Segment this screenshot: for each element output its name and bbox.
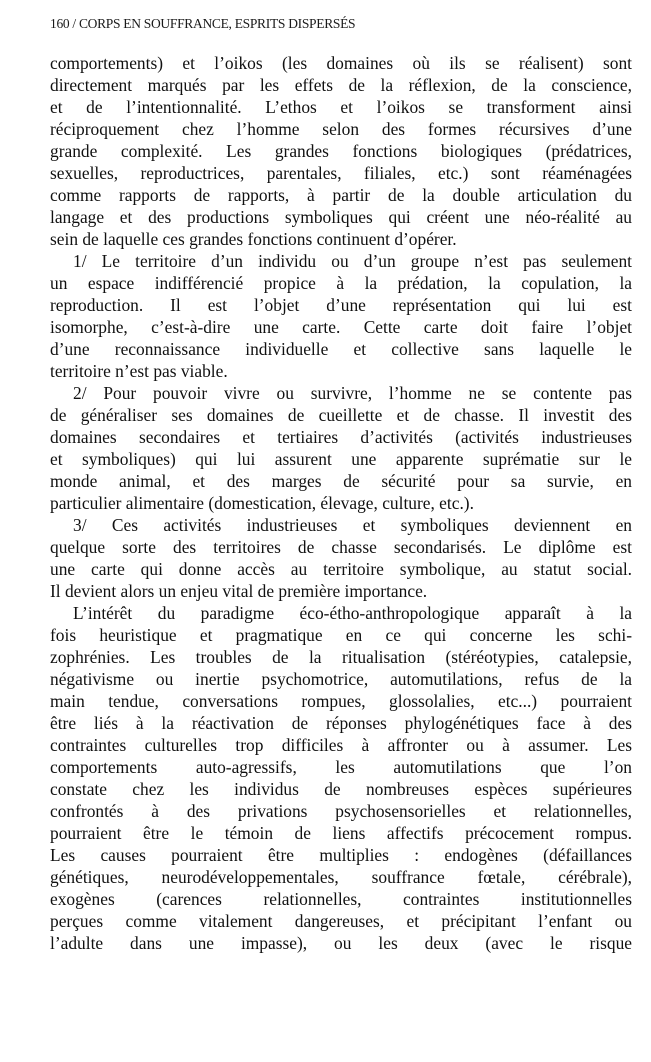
text-line: et de l’intentionnalité. L’ethos et l’oikos se transforment ainsi [50,97,632,117]
text-line: comme rapports de rapports, à partir de la double articulation du [50,185,632,205]
text-line: isomorphe, c’est-à-dire une carte. Cette carte doit faire l’objet [50,317,632,337]
text-line: comportements) et l’oikos (les domaines où ils se réalisent) sont [50,53,632,73]
text-line: contraintes culturelles trop difficiles à affronter ou à assumer. Les [50,735,632,755]
text-line: reproduction. Il est l’objet d’une représentation qui lui est [50,295,632,315]
text-line: 1/ Le territoire d’un individu ou d’un groupe n’est pas seulement [73,251,632,271]
running-head: 160 / CORPS EN SOUFFRANCE, ESPRITS DISPERSÉS [50,16,356,31]
text-line: 3/ Ces activités industrieuses et symboliques deviennent en [73,515,632,535]
paragraph [50,514,632,602]
text-line: confrontés à des privations psychosensorielles et relationnelles, [50,801,632,821]
text-line: pourraient être le témoin de liens affectifs précocement rompus. [50,823,632,843]
text-line: L’intérêt du paradigme éco-étho-anthropologique apparaît à la [73,603,632,623]
paragraph [50,250,632,382]
text-line: comportements auto-agressifs, les automutilations que l’on [50,757,632,777]
text-line: et symboliques) qui lui assurent une apparente suprématie sur le [50,449,632,469]
text-line: exogènes (carences relationnelles, contraintes institutionnelles [50,889,632,909]
text-line: grande complexité. Les grandes fonctions biologiques (prédatrices, [50,141,632,161]
paragraph [50,602,632,954]
text-line: Les causes pourraient être multiplies : endogènes (défaillances [50,845,632,865]
text-line: Il devient alors un enjeu vital de première importance. [50,581,428,601]
text-line: constate chez les individus de nombreuses espèces supérieures [50,779,632,799]
text-line: fois heuristique et pragmatique en ce qui concerne les schi- [50,625,632,645]
text-line: l’adulte dans une impasse), ou les deux (avec le risque [50,933,632,953]
text-line: domaines secondaires et tertiaires d’activités (activités industrieuses [50,427,632,447]
text-line: 2/ Pour pouvoir vivre ou survivre, l’homme ne se contente pas [73,383,632,403]
text-line: zophrénies. Les troubles de la ritualisation (stéréotypies, catalepsie, [50,647,632,667]
text-line: négativisme ou inertie psychomotrice, automutilations, refus de la [50,669,632,689]
paragraph [50,52,632,250]
text-line: génétiques, neurodéveloppementales, souffrance fœtale, cérébrale), [50,867,632,887]
body-text [50,52,632,954]
text-line: territoire n’est pas viable. [50,361,228,381]
text-line: un espace indifférencié propice à la prédation, la copulation, la [50,273,632,293]
text-line: directement marqués par les effets de la réflexion, de la conscience, [50,75,632,95]
text-line: sexuelles, reproductrices, parentales, filiales, etc.) sont réaménagées [50,163,632,183]
text-line: sein de laquelle ces grandes fonctions continuent d’opérer. [50,229,457,249]
text-line: de généraliser ses domaines de cueillette et de chasse. Il investit des [50,405,632,425]
text-line: une carte qui donne accès au territoire symbolique, au statut social. [50,559,632,579]
paragraph [50,382,632,514]
text-line: langage et des productions symboliques qui créent une néo-réalité au [50,207,632,227]
text-line: être liés à la réactivation de réponses phylogénétiques face à des [50,713,632,733]
text-line: réciproquement chez l’homme selon des formes récursives d’une [50,119,632,139]
text-line: monde animal, et des marges de sécurité pour sa survie, en [50,471,632,491]
text-line: d’une reconnaissance individuelle et collective sans laquelle le [50,339,632,359]
text-line: perçues comme vitalement dangereuses, et précipitant l’enfant ou [50,911,632,931]
text-line: quelque sorte des territoires de chasse secondarisés. Le diplôme est [50,537,632,557]
text-line: particulier alimentaire (domestication, élevage, culture, etc.). [50,493,474,513]
text-line: main tendue, conversations rompues, glossolalies, etc...) pourraient [50,691,632,711]
